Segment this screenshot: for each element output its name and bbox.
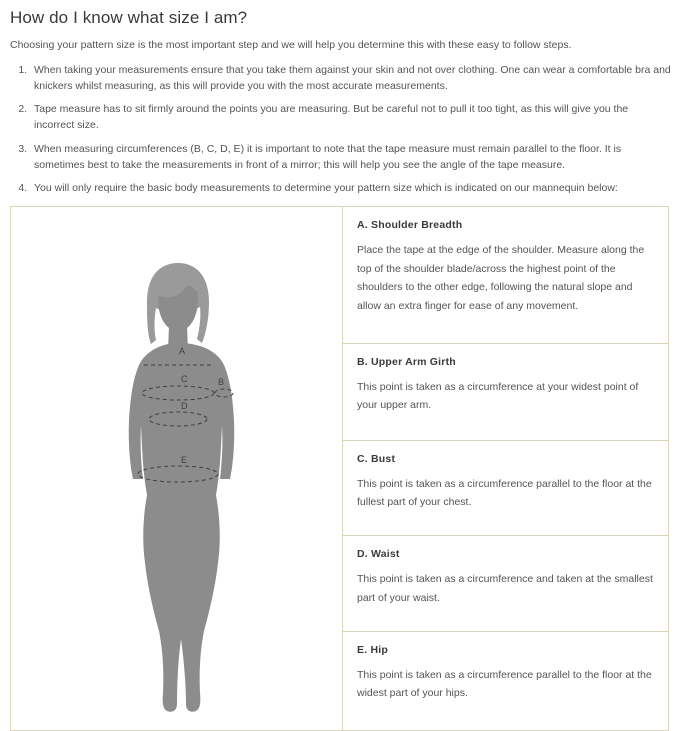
list-item: 4. You will only require the basic body measurements to determine your pattern size which is indicated on our mannequin below: [30,180,671,196]
list-item: 1. When taking your measurements ensure that you take them against your skin and not over clothing. One can wear a comfortable bra and knickers whilst measuring, as this will provide you with the most accurate measurements. [30,62,671,95]
measurement-upper-arm-girth [343,344,668,441]
measurement-shoulder-breadth [343,207,668,343]
intro-paragraph: Choosing your pattern size is the most important step and we will help you determine this with these easy to follow steps. [10,39,572,52]
mannequin-illustration [11,207,343,730]
figure-label-e: E [181,455,188,466]
measurement-panel [10,206,669,731]
measurement-waist [343,536,668,632]
measurement-descriptions [343,207,668,730]
measurement-text: This point is taken as a circumference parallel to the floor at the fullest part of your chest. [357,477,652,508]
measurement-bust [343,441,668,537]
measurement-title: A. Shoulder Breadth [357,219,463,232]
measurement-title: E. Hip [357,643,388,656]
figure-wrapper [11,207,342,730]
mannequin-figure [11,207,343,730]
figure-label-a: A [179,346,186,357]
steps-list [8,62,671,197]
figure-label-d: D [181,401,188,412]
list-item: 3. When measuring circumferences (B, C, D, E) it is important to note that the tape measure must remain parallel to the floor. It is sometimes best to take the measurements in front of a mirror; this will help you see the angle of the tape measure. [30,141,671,174]
measurement-text: This point is taken as a circumference parallel to the floor at the widest part of your hips. [357,668,652,700]
measurement-title: B. Upper Arm Girth [357,355,456,368]
list-item: 2. Tape measure has to sit firmly around the points you are measuring. But be careful not to pull it too tight, as this will give you the incorrect size. [30,101,671,134]
measurement-text: This point is taken as a circumference and taken at the smallest part of your waist. [357,573,653,604]
figure-label-b: B [218,377,225,388]
measurement-hip [343,632,668,731]
figure-label-c: C [181,374,188,385]
measurement-text: This point is taken as a circumference at your widest point of your upper arm. [357,380,639,412]
measurement-title: C. Bust [357,452,396,465]
measurement-text: Place the tape at the edge of the shoulder. Measure along the top of the shoulder blade/across the highest point of the shoulders to the other edge, following the natural slope and allow an extra finger for ease of any movement. [357,244,645,312]
measurement-title: D. Waist [357,548,400,561]
page-title: How do I know what size I am? [10,8,248,27]
